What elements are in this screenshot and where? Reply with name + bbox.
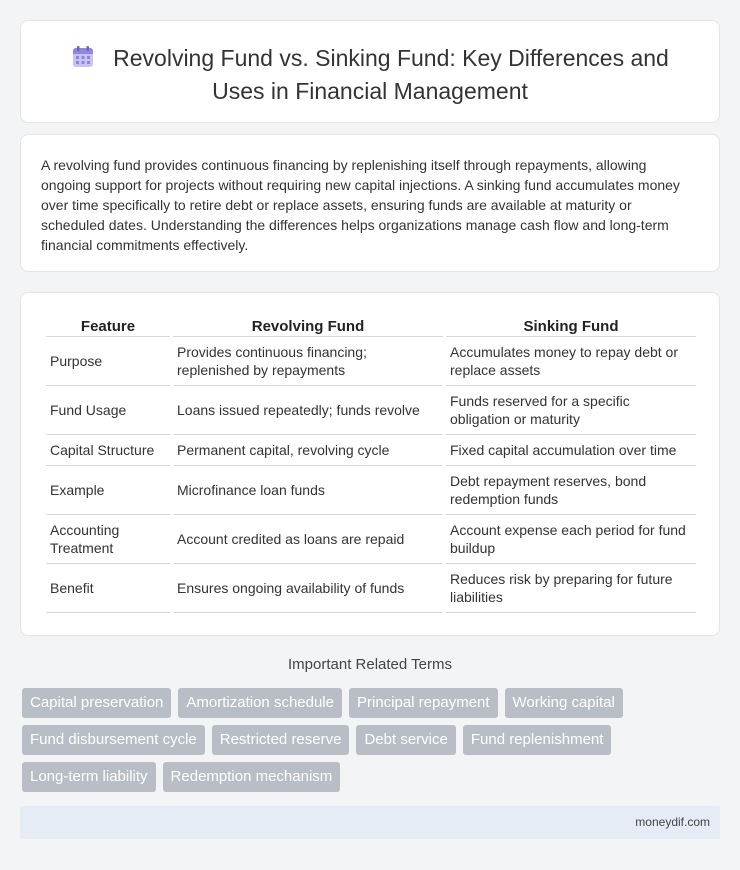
term-tag[interactable]: Long-term liability xyxy=(22,762,156,792)
header-feature: Feature xyxy=(46,315,170,337)
comparison-table xyxy=(43,315,699,613)
term-tag[interactable]: Restricted reserve xyxy=(212,725,350,755)
row-sinking: Debt repayment reserves, bond redemption funds xyxy=(446,466,696,515)
term-tag[interactable]: Capital preservation xyxy=(22,688,171,718)
term-tag[interactable]: Fund disbursement cycle xyxy=(22,725,205,755)
title-line-2: Uses in Financial Management xyxy=(212,78,528,104)
row-revolving: Provides continuous financing; replenished by repayments xyxy=(173,337,443,386)
page-title xyxy=(21,43,719,106)
table-row xyxy=(46,564,696,613)
term-tag[interactable]: Principal repayment xyxy=(349,688,498,718)
table-row xyxy=(46,515,696,564)
row-feature: Capital Structure xyxy=(46,435,170,466)
intro-paragraph: A revolving fund provides continuous financing by replenishing itself through repayments, allowing ongoing support for projects without requiring new capital injections. A sinking fund accumulates money over time specifically to retire debt or replace assets, ensuring funds are available at maturity or scheduled dates. Understanding the differences helps organizations manage cash flow and long-term financial commitments effectively. xyxy=(41,157,680,253)
table-row xyxy=(46,435,696,466)
row-revolving: Loans issued repeatedly; funds revolve xyxy=(173,386,443,435)
table-header-row xyxy=(46,315,696,337)
row-revolving: Microfinance loan funds xyxy=(173,466,443,515)
table-row xyxy=(46,337,696,386)
footer-site-link[interactable]: moneydif.com xyxy=(635,815,710,829)
row-sinking: Funds reserved for a specific obligation or maturity xyxy=(446,386,696,435)
footer xyxy=(20,806,720,839)
row-feature: Fund Usage xyxy=(46,386,170,435)
term-tag[interactable]: Debt service xyxy=(356,725,455,755)
related-terms-heading: Important Related Terms xyxy=(288,656,452,673)
term-tag[interactable]: Redemption mechanism xyxy=(163,762,341,792)
title-line-1: Revolving Fund vs. Sinking Fund: Key Differences and xyxy=(113,45,669,71)
comparison-table-card xyxy=(20,292,720,636)
row-feature: Accounting Treatment xyxy=(46,515,170,564)
title-card xyxy=(20,20,720,123)
row-sinking: Fixed capital accumulation over time xyxy=(446,435,696,466)
row-revolving: Ensures ongoing availability of funds xyxy=(173,564,443,613)
related-terms-list xyxy=(22,688,702,792)
row-sinking: Account expense each period for fund buildup xyxy=(446,515,696,564)
table-row xyxy=(46,386,696,435)
calendar-icon xyxy=(71,45,95,76)
header-sinking-fund: Sinking Fund xyxy=(446,315,696,337)
term-tag[interactable]: Amortization schedule xyxy=(178,688,342,718)
row-revolving: Permanent capital, revolving cycle xyxy=(173,435,443,466)
intro-card xyxy=(20,134,720,272)
term-tag[interactable]: Working capital xyxy=(505,688,623,718)
table-row xyxy=(46,466,696,515)
row-sinking: Accumulates money to repay debt or replace assets xyxy=(446,337,696,386)
term-tag[interactable]: Fund replenishment xyxy=(463,725,612,755)
row-feature: Purpose xyxy=(46,337,170,386)
row-revolving: Account credited as loans are repaid xyxy=(173,515,443,564)
row-sinking: Reduces risk by preparing for future liabilities xyxy=(446,564,696,613)
header-revolving-fund: Revolving Fund xyxy=(173,315,443,337)
row-feature: Example xyxy=(46,466,170,515)
row-feature: Benefit xyxy=(46,564,170,613)
